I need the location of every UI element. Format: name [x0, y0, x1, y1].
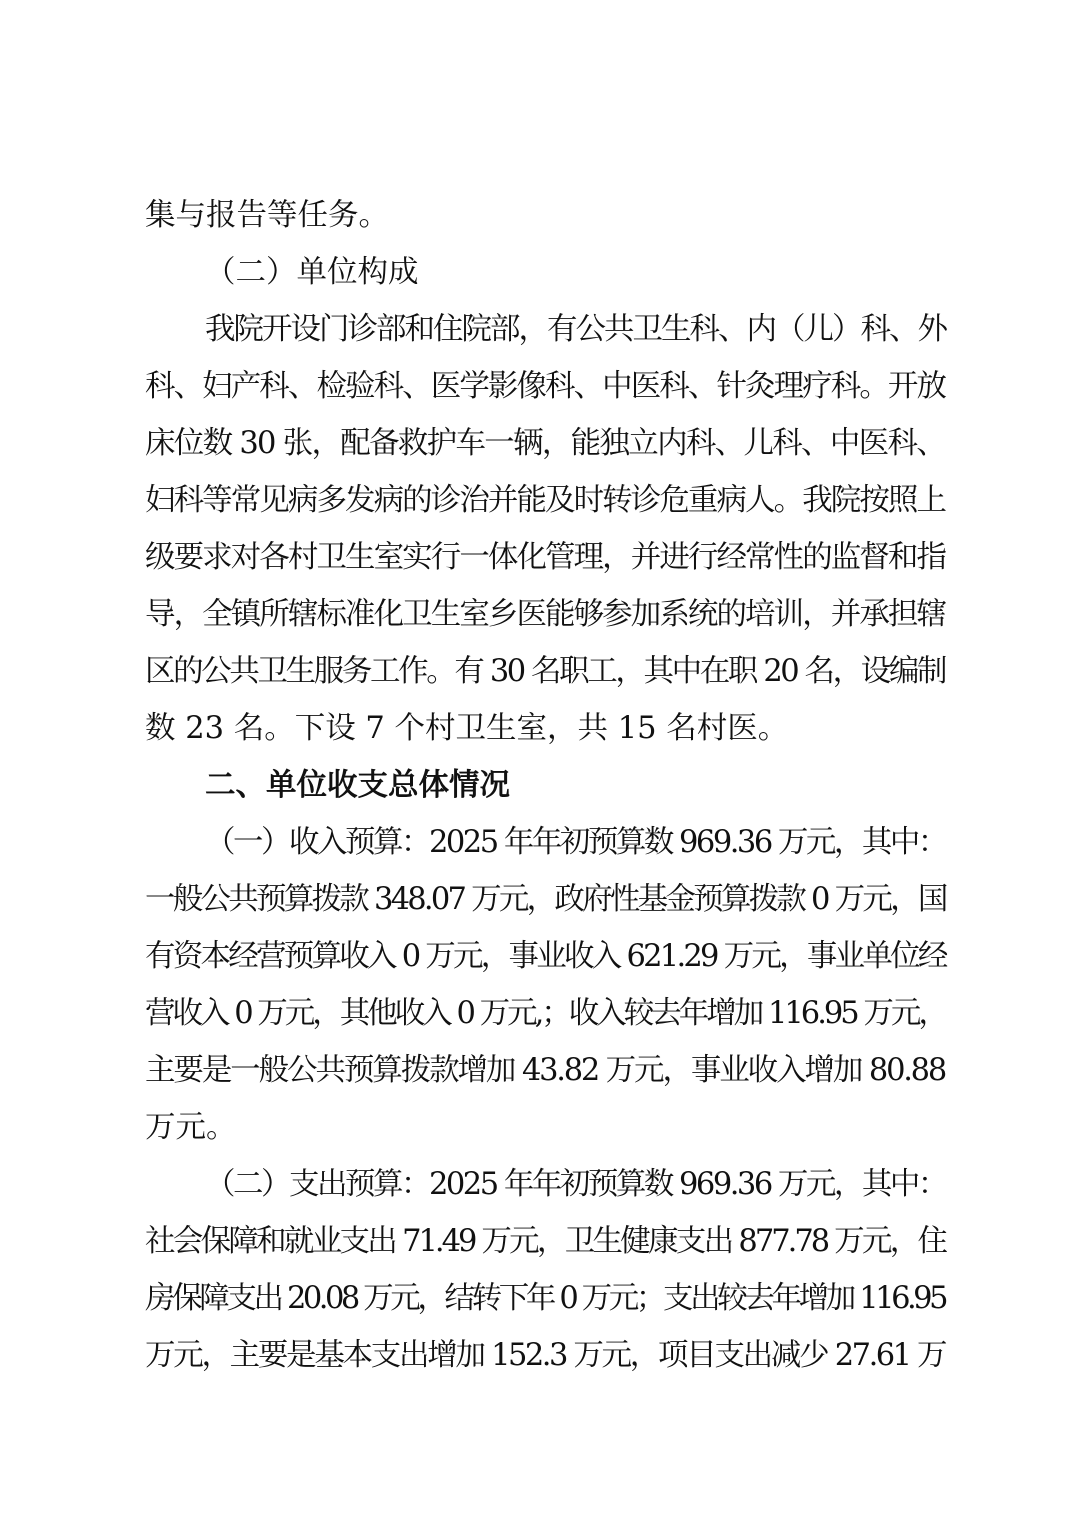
paragraph-line: 科、妇产科、检验科、医学影像科、中医科、针灸理疗科。开放: [145, 369, 945, 404]
paragraph-line: 级要求对各村卫生室实行一体化管理，并进行经常性的监督和指: [145, 540, 945, 575]
section-subheading-unit-composition: （二）单位构成: [205, 255, 419, 290]
paragraph-line: 集与报告等任务。: [145, 198, 389, 233]
paragraph-line: 我院开设门诊部和住院部，有公共卫生科、内（儿）科、外: [205, 312, 946, 347]
paragraph-line: 有资本经营预算收入 0 万元，事业收入 621.29 万元，事业单位经: [145, 939, 946, 974]
paragraph-line: （二）支出预算：2025 年年初预算数 969.36 万元，其中：: [205, 1167, 946, 1202]
paragraph-line: 数 23 名。下设 7 个村卫生室，共 15 名村医。: [145, 711, 789, 746]
paragraph-line: 万元。: [145, 1110, 237, 1145]
paragraph-line: 床位数 30 张，配备救护车一辆，能独立内科、儿科、中医科、: [145, 426, 945, 461]
paragraph-line: 导，全镇所辖标准化卫生室乡医能够参加系统的培训，并承担辖: [145, 597, 945, 632]
paragraph-line: 社会保障和就业支出 71.49 万元，卫生健康支出 877.78 万元，住: [145, 1224, 945, 1259]
paragraph-line: 区的公共卫生服务工作。有 30 名职工，其中在职 20 名，设编制: [145, 654, 945, 689]
section-heading-budget-overview: 二、单位收支总体情况: [205, 768, 510, 803]
paragraph-line: 房保障支出 20.08 万元，结转下年 0 万元；支出较去年增加 116.95: [145, 1281, 945, 1316]
paragraph-line: 营收入 0 万元，其他收入 0 万元,；收入较去年增加 116.95 万元，: [145, 996, 946, 1031]
paragraph-line: （一）收入预算：2025 年年初预算数 969.36 万元，其中：: [205, 825, 946, 860]
paragraph-line: 妇科等常见病多发病的诊治并能及时转诊危重病人。我院按照上: [145, 483, 945, 518]
paragraph-line: 万元，主要是基本支出增加 152.3 万元，项目支出减少 27.61 万: [145, 1338, 945, 1373]
paragraph-line: 一般公共预算拨款 348.07 万元，政府性基金预算拨款 0 万元，国: [145, 882, 946, 917]
paragraph-line: 主要是一般公共预算拨款增加 43.82 万元，事业收入增加 80.88: [145, 1053, 945, 1088]
